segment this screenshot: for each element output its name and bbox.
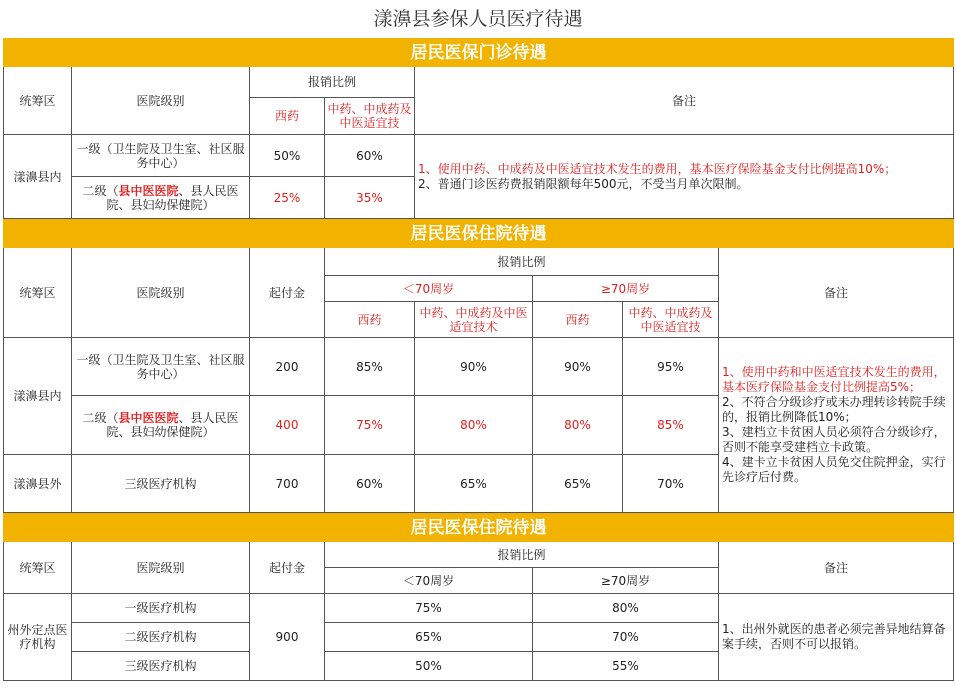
ratio-cell: 60% — [325, 455, 415, 513]
header-hospital-level: 医院级别 — [72, 542, 250, 594]
level-cell: 二级医疗机构 — [72, 623, 250, 652]
ratio-cell: 70% — [623, 455, 719, 513]
outpatient-table — [3, 38, 954, 219]
header-region: 统筹区 — [4, 67, 72, 135]
ratio-cell: 95% — [623, 338, 719, 396]
note-cell — [719, 338, 954, 513]
level-cell — [72, 177, 250, 219]
ratio-cell: 80% — [415, 396, 533, 455]
header-tcm: 中药、中成药及中医适宜技术 — [415, 302, 533, 338]
header-deductible: 起付金 — [250, 248, 325, 338]
header-note: 备注 — [719, 248, 954, 338]
header-note: 备注 — [719, 542, 954, 594]
header-tcm: 中药、中成药及中医适宜技 — [325, 98, 415, 135]
outside-prefecture-table — [3, 513, 954, 681]
ratio-cell: 25% — [250, 177, 325, 219]
level-cell: 一级医疗机构 — [72, 594, 250, 623]
region-cell: 漾濞县外 — [4, 455, 72, 513]
level-cell: 一级（卫生院及卫生室、社区服务中心） — [72, 135, 250, 177]
section-band-outpatient: 居民医保门诊待遇 — [4, 39, 954, 67]
ratio-cell: 65% — [325, 623, 533, 652]
region-cell: 漾濞县内 — [4, 338, 72, 455]
ratio-cell: 50% — [325, 652, 533, 681]
ratio-cell: 70% — [533, 623, 719, 652]
ratio-cell: 85% — [325, 338, 415, 396]
section-band-inpatient: 居民医保住院待遇 — [4, 220, 954, 248]
note-line: 2、普通门诊医药费报销限额每年500元，不受当月单次限制。 — [418, 176, 749, 191]
ratio-cell: 65% — [415, 455, 533, 513]
region-cell: 州外定点医疗机构 — [4, 594, 72, 681]
header-deductible: 起付金 — [250, 542, 325, 594]
ratio-cell: 75% — [325, 396, 415, 455]
header-reimbursement-ratio: 报销比例 — [325, 248, 719, 276]
note-line: 2、不符合分级诊疗或未办理转诊转院手续的，报销比例降低10%； — [722, 395, 946, 424]
note-line: 1、出州外就医的患者必须完善异地结算备案手续，否则不可以报销。 — [722, 622, 946, 651]
header-under-70: ＜70周岁 — [325, 568, 533, 594]
header-western-medicine: 西药 — [533, 302, 623, 338]
ratio-cell: 55% — [533, 652, 719, 681]
section-band-inpatient-outside: 居民医保住院待遇 — [4, 514, 954, 542]
header-under-70: ＜70周岁 — [325, 276, 533, 302]
header-over-70: ≥70周岁 — [533, 568, 719, 594]
header-western-medicine: 西药 — [325, 302, 415, 338]
header-reimbursement-ratio: 报销比例 — [250, 67, 415, 98]
header-tcm: 中药、中成药及中医适宜技 — [623, 302, 719, 338]
ratio-cell: 80% — [533, 396, 623, 455]
header-region: 统筹区 — [4, 542, 72, 594]
ratio-cell: 50% — [250, 135, 325, 177]
highlighted-hospital: 县中医医院 — [118, 411, 179, 425]
note-line: 4、建卡立卡贫困人员免交住院押金，实行先诊疗后付费。 — [722, 455, 946, 484]
level-text: 、县人民医院、县妇幼保健院） — [106, 411, 239, 439]
inpatient-table — [3, 219, 954, 513]
note-line: 1、使用中药、中成药及中医适宜技术发生的费用，基本医疗保险基金支付比例提高10%； — [418, 161, 897, 176]
header-note: 备注 — [415, 67, 954, 135]
highlighted-hospital: 县中医医院 — [118, 183, 179, 198]
ratio-cell: 90% — [415, 338, 533, 396]
header-hospital-level: 医院级别 — [72, 67, 250, 135]
level-cell: 三级医疗机构 — [72, 652, 250, 681]
note-cell — [415, 135, 954, 219]
region-cell: 漾濞县内 — [4, 135, 72, 219]
deductible-cell: 900 — [250, 594, 325, 681]
level-cell — [72, 396, 250, 455]
note-line: 1、使用中药和中医适宜技术发生的费用，基本医疗保险基金支付比例提高5%； — [722, 365, 946, 394]
level-cell: 一级（卫生院及卫生室、社区服务中心） — [72, 338, 250, 396]
ratio-cell: 35% — [325, 177, 415, 219]
ratio-cell: 60% — [325, 135, 415, 177]
ratio-cell: 90% — [533, 338, 623, 396]
header-reimbursement-ratio: 报销比例 — [325, 542, 719, 568]
note-line: 3、建档立卡贫困人员必须符合分级诊疗，否则不能享受建档立卡政策。 — [722, 425, 946, 454]
level-text: 二级（ — [82, 411, 119, 425]
level-text: 、县人民医院、县妇幼保健院） — [106, 183, 239, 212]
page-title: 漾濞县参保人员医疗待遇 — [373, 8, 583, 30]
deductible-cell: 200 — [250, 338, 325, 396]
ratio-cell: 65% — [533, 455, 623, 513]
deductible-cell: 700 — [250, 455, 325, 513]
level-cell: 三级医疗机构 — [72, 455, 250, 513]
header-western-medicine: 西药 — [250, 98, 325, 135]
ratio-cell: 85% — [623, 396, 719, 455]
header-region: 统筹区 — [4, 248, 72, 338]
ratio-cell: 80% — [533, 594, 719, 623]
header-over-70: ≥70周岁 — [533, 276, 719, 302]
header-hospital-level: 医院级别 — [72, 248, 250, 338]
ratio-cell: 75% — [325, 594, 533, 623]
deductible-cell: 400 — [250, 396, 325, 455]
level-text: 二级（ — [82, 183, 119, 198]
note-cell — [719, 594, 954, 681]
